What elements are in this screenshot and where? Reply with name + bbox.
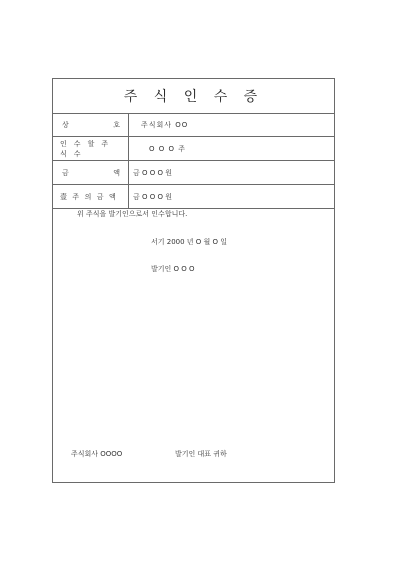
- table-row-per-share-amount: [53, 185, 334, 209]
- value-amount: 금 O O O 원: [133, 168, 172, 177]
- value-share-count: O O O 주: [149, 144, 186, 153]
- statement-text: 위 주식을 발기인으로서 인수합니다.: [77, 210, 188, 218]
- label-share-count: 인 수 할 주 식 수: [53, 137, 129, 160]
- label-per-share-amount: 壹 주 의 금 액: [53, 185, 129, 208]
- label-amount: [53, 161, 129, 184]
- footer-company: 주식회사 OOOO: [71, 450, 123, 458]
- footer-addressee: 발기인 대표 귀하: [175, 450, 227, 458]
- label-company-left: 상: [62, 120, 69, 129]
- label-company: [53, 113, 129, 136]
- label-amount-right: 액: [113, 168, 120, 177]
- title-row: [53, 79, 334, 114]
- value-company: 주식회사 OO: [141, 120, 189, 129]
- info-table: [53, 113, 334, 209]
- table-row-amount: [53, 161, 334, 185]
- share-subscription-form: [52, 78, 335, 483]
- date-line: 서기 2000 년 O 월 O 일: [151, 238, 227, 246]
- label-company-right: 호: [113, 120, 120, 129]
- label-amount-left: 금: [62, 168, 69, 177]
- document-title: 주 식 인 수 증: [123, 89, 264, 105]
- table-row-company: [53, 113, 334, 137]
- table-row-share-count: [53, 137, 334, 161]
- promoter-line: 발기인 O O O: [151, 265, 195, 273]
- value-per-share-amount: 금 O O O 원: [133, 192, 172, 201]
